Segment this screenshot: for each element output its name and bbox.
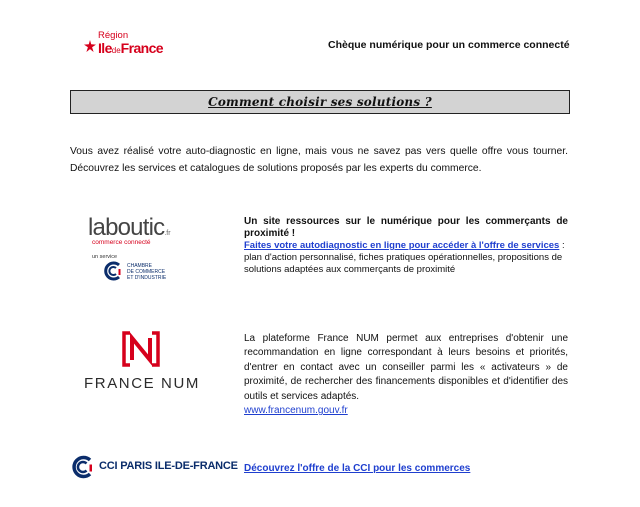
francenum-logo — [71, 325, 213, 403]
region-logo-small-text: Région — [98, 30, 129, 41]
laboutic-logo-service: un service — [92, 254, 118, 260]
francenum-logo-word: FRANCE NUM — [84, 375, 200, 392]
laboutic-autodiagnostic-link[interactable]: Faites votre autodiagnostic en ligne pour accéder à l'offre de services — [244, 240, 560, 251]
cci-paris-mark-icon — [72, 455, 96, 479]
laboutic-cci-text: CHAMBRE DE COMMERCE ET D'INDUSTRIE — [127, 263, 167, 281]
region-star-icon — [84, 40, 96, 52]
laboutic-logo-subtitle: commerce connecté — [92, 239, 151, 246]
laboutic-text-block — [244, 216, 568, 276]
intro-paragraph: Vous avez réalisé votre auto-diagnostic en ligne, mais vous ne savez pas vers quelle offre vous tourner. Découvrez les services et catalogues de solutions proposés par les experts du commerce. — [70, 146, 568, 174]
region-idf-logo — [84, 30, 184, 60]
francenum-text-block — [244, 332, 568, 418]
region-logo-big-text: IledeFrance — [98, 40, 163, 56]
section-title: Comment choisir ses solutions ? — [208, 95, 432, 109]
francenum-bracket-n-icon — [121, 329, 161, 369]
laboutic-description-block: Faites votre autodiagnostic en ligne pour accéder à l'offre de services : plan d'action personnalisé, fiches pratiques opérationnelles, propositions de solutions adaptées aux commerçants de proximité — [244, 240, 565, 275]
francenum-description: La plateforme France NUM permet aux entreprises d'obtenir une recommandation en ligne correspondant à leurs besoins et priorités, d'entrer en contact avec un conseiller parmi les « activateurs » de proximité, de rechercher des financements disponibles et d'identifier des outils et services adaptés. — [244, 333, 568, 402]
cci-paris-logo-word: CCI PARIS ILE-DE-FRANCE — [99, 460, 238, 472]
cci-offer-link[interactable]: Découvrez l'offre de la CCI pour les commerces — [244, 463, 471, 474]
laboutic-logo — [88, 214, 212, 294]
laboutic-title: Un site ressources sur le numérique pour les commerçants de proximité ! — [244, 216, 568, 239]
laboutic-logo-word: laboutic.fr — [88, 214, 171, 241]
cci-paris-logo — [72, 455, 242, 481]
page-header-title: Chèque numérique pour un commerce connecté — [328, 39, 570, 51]
laboutic-description: plan d'action personnalisé, fiches pratiques opérationnelles, propositions de solutions adaptées aux commerçants de proximité — [244, 252, 563, 275]
section-title-box — [70, 90, 570, 114]
francenum-website-link[interactable]: www.francenum.gouv.fr — [244, 405, 348, 417]
cci-mark-icon — [104, 261, 124, 281]
